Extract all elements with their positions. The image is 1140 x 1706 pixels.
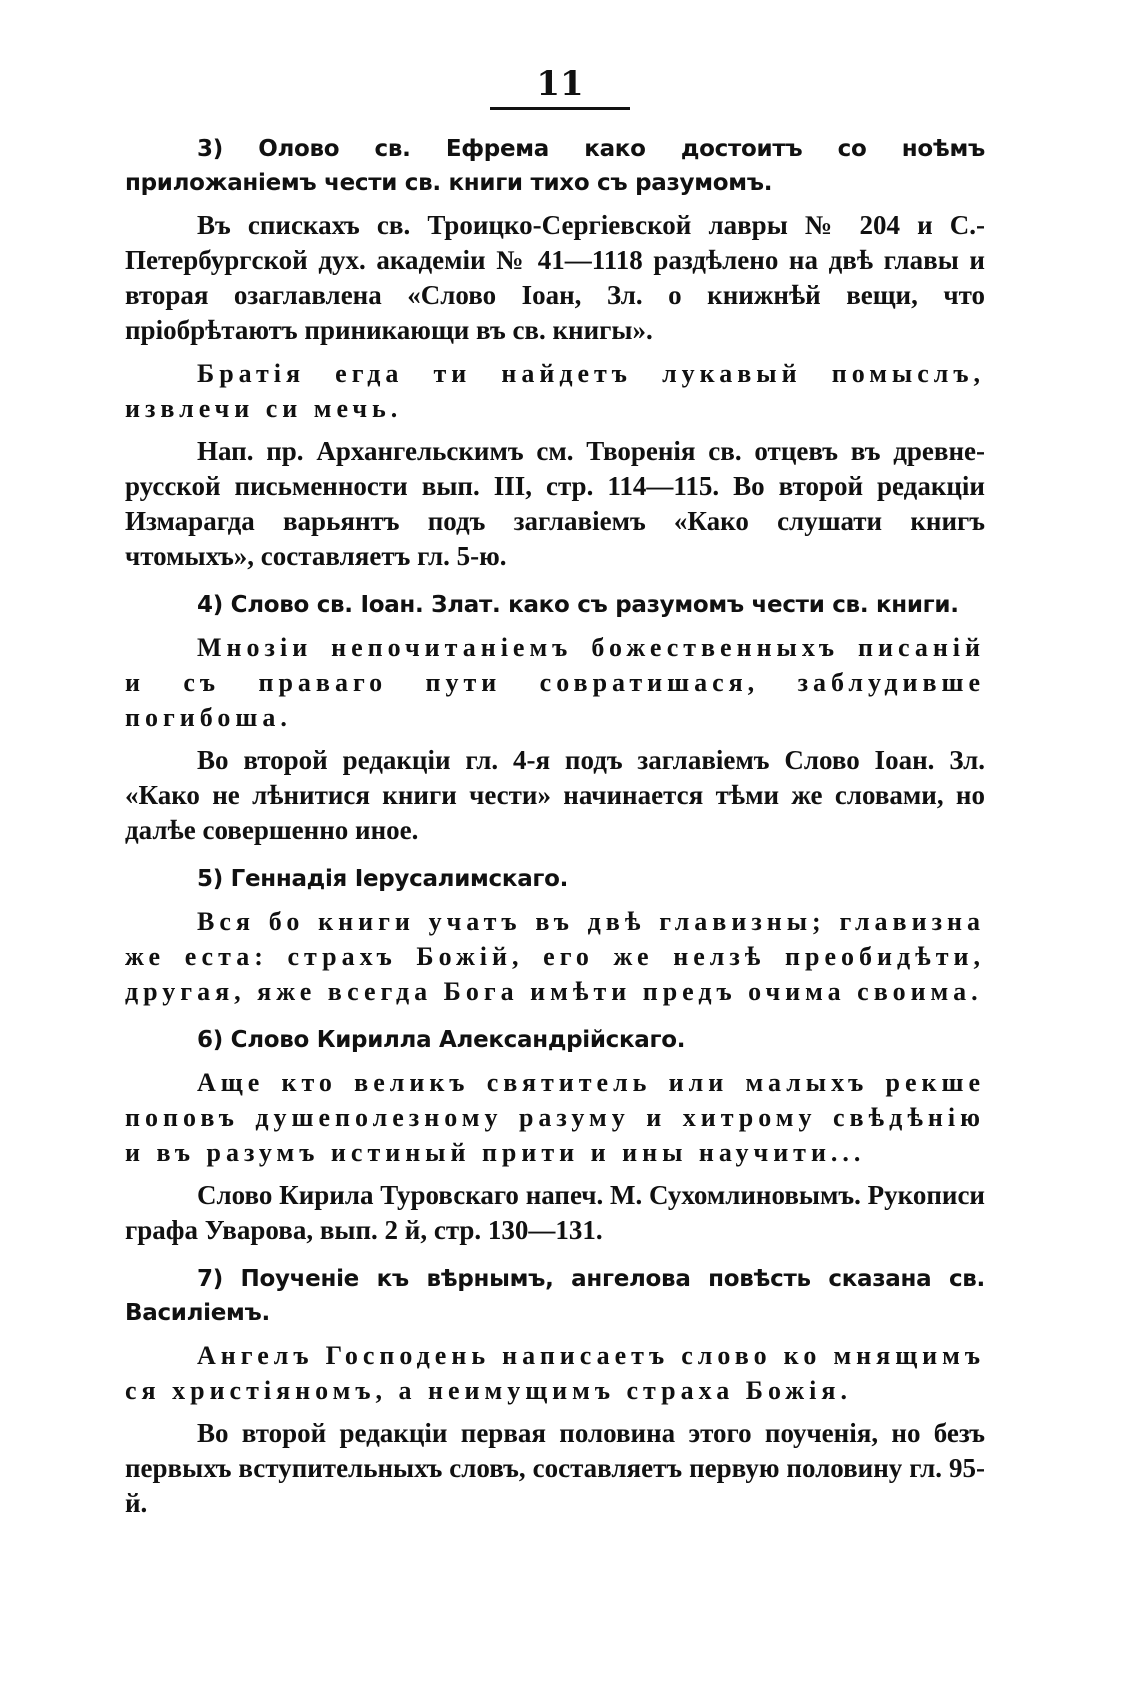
body-paragraph: Во второй редакціи гл. 4-я подъ заглавіемъ Слово Іоан. Зл. «Како не лѣнитися книги чести» начинается тѣми же словами, но далѣе совершенно иное. (125, 745, 985, 845)
page-body (125, 132, 985, 1521)
body-paragraph: Нап. пр. Архангельскимъ см. Творенія св. отцевъ въ древне-русской письменности вып. III, стр. 114—115. Во второй редакціи Измарагда варьянтъ подъ заглавіемъ «Како слушати книгъ чтомыхъ», составляетъ гл. 5-ю. (125, 436, 985, 571)
section-heading-7: 7) Поученіе къ вѣрнымъ, ангелова повѣсть сказана св. Василіемъ. (125, 1266, 985, 1326)
section-heading-6: 6) Слово Кирилла Александрійскаго. (197, 1027, 686, 1053)
quotation-paragraph: Братія егда ти найдетъ лукавый помыслъ, извлечи си мечь. (125, 359, 985, 423)
page-number-rule (490, 107, 630, 110)
quotation-paragraph: Ангелъ Господень написаетъ слово ко мнящимъ ся христіяномъ, а неимущимъ страха Божія. (125, 1341, 985, 1405)
quotation-paragraph: Вся бо книги учатъ въ двѣ главизны; главизна же еста: страхъ Божій, его же нелзѣ преобидѣти, другая, яже всегда Бога имѣти предъ очима своима. (125, 907, 985, 1006)
body-paragraph: Въ спискахъ св. Троицко-Сергіевской лавры № 204 и С.-Петербургской дух. академіи № 41—1118 раздѣлено на двѣ главы и вторая озаглавлена «Слово Іоан, Зл. о книжнѣй вещи, что пріобрѣтаютъ приникающи въ св. книгы». (125, 210, 985, 345)
body-paragraph: Слово Кирила Туровскаго напеч. М. Сухомлиновымъ. Рукописи графа Уварова, вып. 2 й, стр. 130—131. (125, 1180, 985, 1245)
quotation-paragraph: Мнозіи непочитаніемъ божественныхъ писаній и съ праваго пути совратишася, заблудивше погибоша. (125, 633, 985, 732)
quotation-paragraph: Аще кто великъ святитель или малыхъ рекше поповъ душеполезному разуму и хитрому свѣдѣнію и въ разумъ истиный прити и ины научити... (125, 1068, 985, 1167)
section-heading-3: 3) Олово св. Ефрема како достоитъ со ноѣмъ приложаніемъ чести св. книги тихо съ разумомъ. (125, 136, 985, 196)
section-heading-4: 4) Слово св. Іоан. Злат. како съ разумомъ чести св. книги. (197, 592, 959, 618)
body-paragraph: Во второй редакціи первая половина этого поученія, но безъ первыхъ вступительныхъ словъ, составляетъ первую половину гл. 95-й. (125, 1418, 985, 1518)
section-heading-5: 5) Геннадія Іерусалимскаго. (197, 866, 569, 892)
page-number: 11 (536, 64, 584, 104)
